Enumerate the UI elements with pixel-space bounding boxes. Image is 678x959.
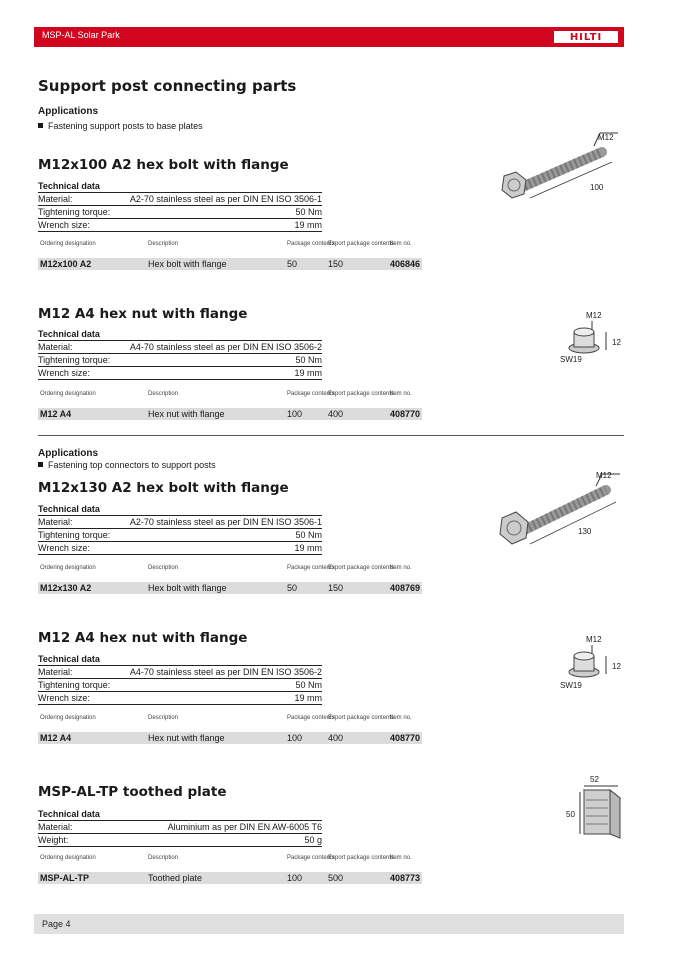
- product-title: M12x100 A2 hex bolt with flange: [38, 157, 289, 173]
- svg-text:M12: M12: [586, 635, 602, 644]
- technical-data-table: [38, 808, 322, 847]
- ordering-table-header: Ordering designation Description Package contents Export package contents Item no.: [40, 391, 412, 397]
- tech-row: Wrench size: 19 mm: [38, 368, 322, 378]
- ordering-table: [38, 240, 422, 270]
- product-title: M12x130 A2 hex bolt with flange: [38, 480, 289, 496]
- tech-row: Material: A2-70 stainless steel as per DIN EN ISO 3506-1: [38, 517, 322, 527]
- applications-heading: Applications: [38, 106, 99, 117]
- applications-item: Fastening top connectors to support posts: [38, 460, 216, 470]
- hex-nut-figure: [558, 630, 628, 692]
- technical-data-table: [38, 328, 322, 380]
- page-number: Page 4: [42, 919, 71, 929]
- svg-text:SW19: SW19: [560, 355, 582, 364]
- ordering-table: [38, 564, 422, 594]
- ordering-table-header: Ordering designation Description Package contents Export package contents Item no.: [40, 855, 412, 861]
- svg-text:SW19: SW19: [560, 681, 582, 690]
- toothed-plate-figure: [564, 772, 628, 840]
- ordering-table-header: Ordering designation Description Package contents Export package contents Item no.: [40, 241, 412, 247]
- tech-row: Material: A2-70 stainless steel as per DIN EN ISO 3506-1: [38, 194, 322, 204]
- ordering-row: M12 A4 Hex nut with flange 100 400 408770: [40, 733, 421, 743]
- tech-row: Wrench size: 19 mm: [38, 693, 322, 703]
- tech-row: Tightening torque: 50 Nm: [38, 530, 322, 540]
- technical-data-heading: Technical data: [38, 181, 100, 191]
- svg-text:100: 100: [590, 183, 604, 192]
- ordering-table: [38, 390, 422, 420]
- ordering-row: M12x130 A2 Hex bolt with flange 50 150 408769: [40, 583, 421, 593]
- svg-text:M12: M12: [596, 471, 612, 480]
- logo-text: HILTI: [569, 31, 603, 43]
- svg-text:52: 52: [590, 775, 599, 784]
- page-footer: [34, 914, 624, 934]
- hilti-logo: [554, 31, 618, 43]
- ordering-table: [38, 854, 422, 884]
- tech-row: Material: A4-70 stainless steel as per DIN EN ISO 3506-2: [38, 342, 322, 352]
- hex-nut-figure: [558, 306, 628, 368]
- ordering-row: M12 A4 Hex nut with flange 100 400 408770: [40, 409, 421, 419]
- header-title: MSP-AL Solar Park: [42, 30, 120, 40]
- tech-row: Material: Aluminium as per DIN EN AW-6005 T6: [38, 822, 322, 832]
- tech-row: Material: A4-70 stainless steel as per DIN EN ISO 3506-2: [38, 667, 322, 677]
- technical-data-heading: Technical data: [38, 654, 100, 664]
- technical-data-table: [38, 653, 322, 705]
- page-header: [34, 27, 624, 47]
- ordering-table: [38, 714, 422, 744]
- applications-item: Fastening support posts to base plates: [38, 121, 203, 131]
- applications-heading: Applications: [38, 448, 99, 459]
- tech-row: Tightening torque: 50 Nm: [38, 680, 322, 690]
- ordering-row: MSP-AL-TP Toothed plate 100 500 408773: [40, 873, 421, 883]
- svg-text:12: 12: [612, 338, 621, 347]
- svg-text:12: 12: [612, 662, 621, 671]
- hex-bolt-figure: [490, 466, 630, 554]
- ordering-table-header: Ordering designation Description Package contents Export package contents Item no.: [40, 715, 412, 721]
- product-title: M12 A4 hex nut with flange: [38, 306, 248, 322]
- technical-data-table: [38, 503, 322, 555]
- technical-data-table: [38, 180, 322, 232]
- technical-data-heading: Technical data: [38, 809, 100, 819]
- tech-row: Wrench size: 19 mm: [38, 220, 322, 230]
- tech-row: Wrench size: 19 mm: [38, 543, 322, 553]
- product-title: MSP-AL-TP toothed plate: [38, 784, 227, 800]
- svg-text:50: 50: [566, 810, 575, 819]
- section-divider: [38, 435, 624, 436]
- hex-bolt-figure: [490, 128, 630, 208]
- svg-text:130: 130: [578, 527, 592, 536]
- svg-text:M12: M12: [586, 311, 602, 320]
- product-title: M12 A4 hex nut with flange: [38, 630, 248, 646]
- technical-data-heading: Technical data: [38, 504, 100, 514]
- tech-row: Tightening torque: 50 Nm: [38, 207, 322, 217]
- technical-data-heading: Technical data: [38, 329, 100, 339]
- ordering-row: M12x100 A2 Hex bolt with flange 50 150 406846: [40, 259, 421, 269]
- tech-row: Tightening torque: 50 Nm: [38, 355, 322, 365]
- page-title: Support post connecting parts: [38, 77, 297, 95]
- tech-row: Weight: 50 g: [38, 835, 322, 845]
- ordering-table-header: Ordering designation Description Package contents Export package contents Item no.: [40, 565, 412, 571]
- svg-text:M12: M12: [598, 133, 614, 142]
